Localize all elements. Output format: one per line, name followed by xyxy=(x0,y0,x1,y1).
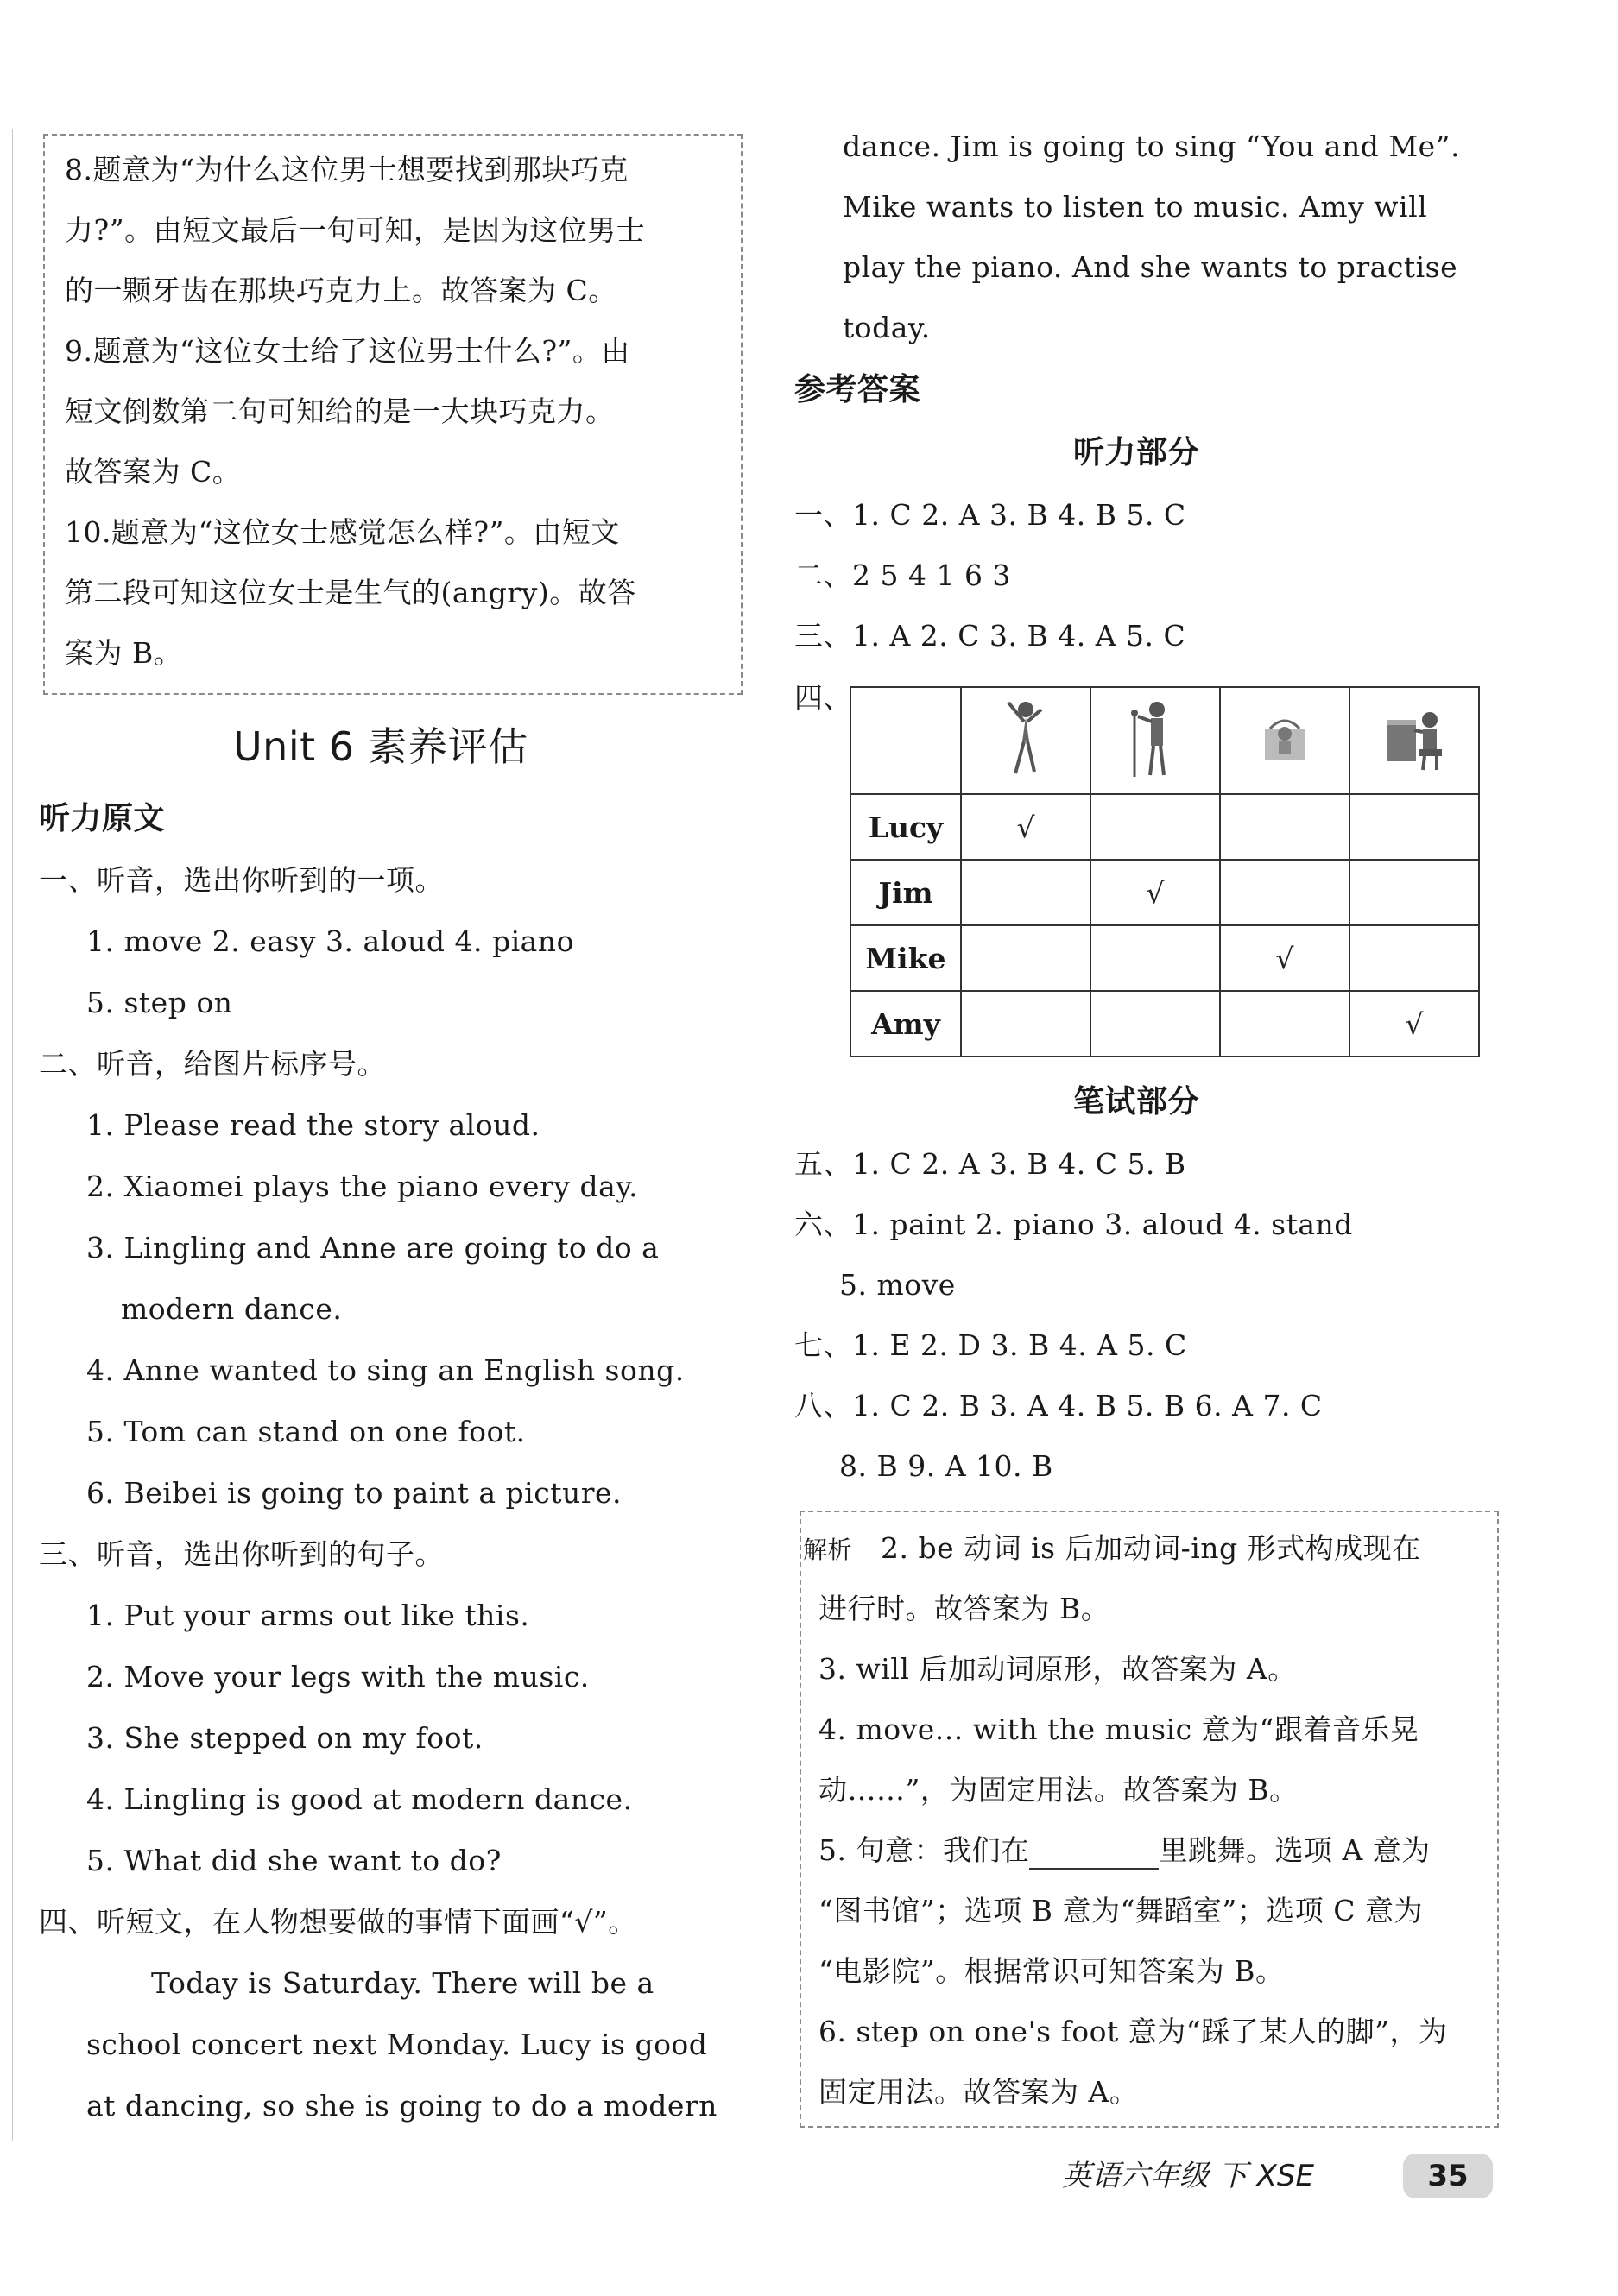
check-cell xyxy=(1090,925,1220,991)
analysis-line: “电影院”。根据常识可知答案为 B。 xyxy=(818,1954,1285,1988)
box-line: 10.题意为“这位女士感觉怎么样?”。由短文 xyxy=(65,515,620,549)
analysis-first-line xyxy=(803,1530,1421,1569)
check-cell xyxy=(1090,794,1220,860)
check-cell xyxy=(1349,925,1479,991)
answer-line: 六、1. paint 2. piano 3. aloud 4. stand xyxy=(794,1208,1353,1241)
section-2-item: 3. Lingling and Anne are going to do a xyxy=(86,1231,660,1265)
page-number: 35 xyxy=(1403,2154,1493,2198)
check-cell xyxy=(1220,794,1349,860)
listening-heading: 听力部分 xyxy=(1073,435,1200,470)
check-cell xyxy=(1349,794,1479,860)
passage-line: play the piano. And she wants to practise xyxy=(843,250,1458,284)
box-line: 9.题意为“这位女士给了这位男士什么?”。由 xyxy=(65,334,630,368)
check-mark: √ xyxy=(961,794,1090,860)
check-cell xyxy=(961,991,1090,1057)
section-1-title: 一、听音，选出你听到的一项。 xyxy=(39,863,444,897)
answers-heading: 参考答案 xyxy=(794,372,921,407)
section-1-line: 1. move 2. easy 3. aloud 4. piano xyxy=(86,924,574,958)
answer-line: 8. B 9. A 10. B xyxy=(839,1449,1053,1483)
analysis-text: 2. be 动词 is 后加动词-ing 形式构成现在 xyxy=(881,1531,1421,1565)
passage-line: Today is Saturday. There will be a xyxy=(151,1966,654,2000)
table-name: Mike xyxy=(850,925,961,991)
check-cell xyxy=(1090,991,1220,1057)
check-mark: √ xyxy=(1090,860,1220,925)
section-2-item: modern dance. xyxy=(121,1292,343,1326)
section-2-item: 5. Tom can stand on one foot. xyxy=(86,1415,526,1448)
fill-blank xyxy=(1029,1842,1159,1870)
box-line: 短文倒数第二句可知给的是一大块巧克力。 xyxy=(65,394,615,428)
table-name: Jim xyxy=(850,860,961,925)
answer-line: 一、1. C 2. A 3. B 4. B 5. C xyxy=(794,498,1186,532)
table-name: Lucy xyxy=(850,794,961,860)
music-listening-icon xyxy=(1220,687,1349,794)
answer-line: 五、1. C 2. A 3. B 4. C 5. B xyxy=(794,1147,1186,1181)
passage-line: at dancing, so she is going to do a modern xyxy=(86,2089,717,2123)
passage-line: Mike wants to listen to music. Amy will xyxy=(843,190,1428,224)
dancing-girl-icon xyxy=(961,687,1090,794)
analysis-line: 6. step on one's foot 意为“踩了某人的脚”，为 xyxy=(818,2015,1448,2048)
answer-line: 七、1. E 2. D 3. B 4. A 5. C xyxy=(794,1328,1187,1362)
box-line: 8.题意为“为什么这位男士想要找到那块巧克 xyxy=(65,153,629,186)
passage-line: dance. Jim is going to sing “You and Me”. xyxy=(843,129,1461,163)
table-name: Amy xyxy=(850,991,961,1057)
box-line: 案为 B。 xyxy=(65,636,183,670)
section-3-item: 5. What did she want to do? xyxy=(86,1844,502,1877)
listening-script-heading: 听力原文 xyxy=(39,801,166,836)
analysis-line: 进行时。故答案为 B。 xyxy=(818,1592,1110,1625)
check-mark: √ xyxy=(1220,925,1349,991)
section-1-line: 5. step on xyxy=(86,986,233,1019)
section-3-item: 4. Lingling is good at modern dance. xyxy=(86,1782,633,1816)
section-3-item: 2. Move your legs with the music. xyxy=(86,1660,590,1694)
box-line: 故答案为 C。 xyxy=(65,455,242,489)
answer-line: 二、2 5 4 1 6 3 xyxy=(794,558,1011,592)
analysis-text: 里跳舞。选项 A 意为 xyxy=(1159,1833,1431,1867)
section-3-title: 三、听音，选出你听到的句子。 xyxy=(39,1537,444,1571)
box-line: 第二段可知这位女士是生气的(angry)。故答 xyxy=(65,576,636,609)
passage-line: today. xyxy=(843,311,931,344)
check-cell xyxy=(961,860,1090,925)
analysis-line: 动……”，为固定用法。故答案为 B。 xyxy=(818,1773,1299,1807)
piano-player-icon xyxy=(1349,687,1479,794)
written-heading: 笔试部分 xyxy=(1073,1084,1200,1120)
analysis-text: 5. 句意：我们在 xyxy=(818,1833,1030,1867)
margin-rule xyxy=(12,129,13,2141)
book-title: 英语六年级 下 XSE xyxy=(1062,2159,1314,2193)
section-2-title: 二、听音，给图片标序号。 xyxy=(39,1047,386,1081)
answer-table xyxy=(850,686,1480,1057)
box-line: 力?”。由短文最后一句可知，是因为这位男士 xyxy=(65,213,646,247)
section-2-item: 6. Beibei is going to paint a picture. xyxy=(86,1476,623,1510)
analysis-line: 4. move... with the music 意为“跟着音乐晃 xyxy=(818,1713,1419,1746)
passage-line: school concert next Monday. Lucy is good xyxy=(86,2028,708,2061)
answer-line: 三、1. A 2. C 3. B 4. A 5. C xyxy=(794,619,1186,653)
analysis-line-5 xyxy=(818,1832,1431,1870)
check-cell xyxy=(1349,860,1479,925)
analysis-line: 3. will 后加动词原形，故答案为 A。 xyxy=(818,1652,1297,1686)
check-cell xyxy=(961,925,1090,991)
answer-line: 5. move xyxy=(839,1268,956,1302)
box-line: 的一颗牙齿在那块巧克力上。故答案为 C。 xyxy=(65,274,617,307)
unit-title: Unit 6 素养评估 xyxy=(233,723,528,770)
section-3-item: 3. She stepped on my foot. xyxy=(86,1721,484,1755)
section-2-item: 4. Anne wanted to sing an English song. xyxy=(86,1353,685,1387)
table-corner xyxy=(850,687,961,794)
check-mark: √ xyxy=(1349,991,1479,1057)
section-2-item: 1. Please read the story aloud. xyxy=(86,1108,540,1142)
analysis-tag: 解析 xyxy=(803,1536,853,1564)
singing-boy-icon xyxy=(1090,687,1220,794)
answer-line: 八、1. C 2. B 3. A 4. B 5. B 6. A 7. C xyxy=(794,1389,1323,1422)
check-cell xyxy=(1220,991,1349,1057)
check-cell xyxy=(1220,860,1349,925)
analysis-line: 固定用法。故答案为 A。 xyxy=(818,2075,1139,2109)
section-4-title: 四、听短文，在人物想要做的事情下面画“√”。 xyxy=(39,1905,637,1939)
section-3-item: 1. Put your arms out like this. xyxy=(86,1599,530,1632)
analysis-line: “图书馆”；选项 B 意为“舞蹈室”；选项 C 意为 xyxy=(818,1894,1423,1927)
section-2-item: 2. Xiaomei plays the piano every day. xyxy=(86,1170,639,1203)
answer-line: 四、 xyxy=(794,681,852,715)
